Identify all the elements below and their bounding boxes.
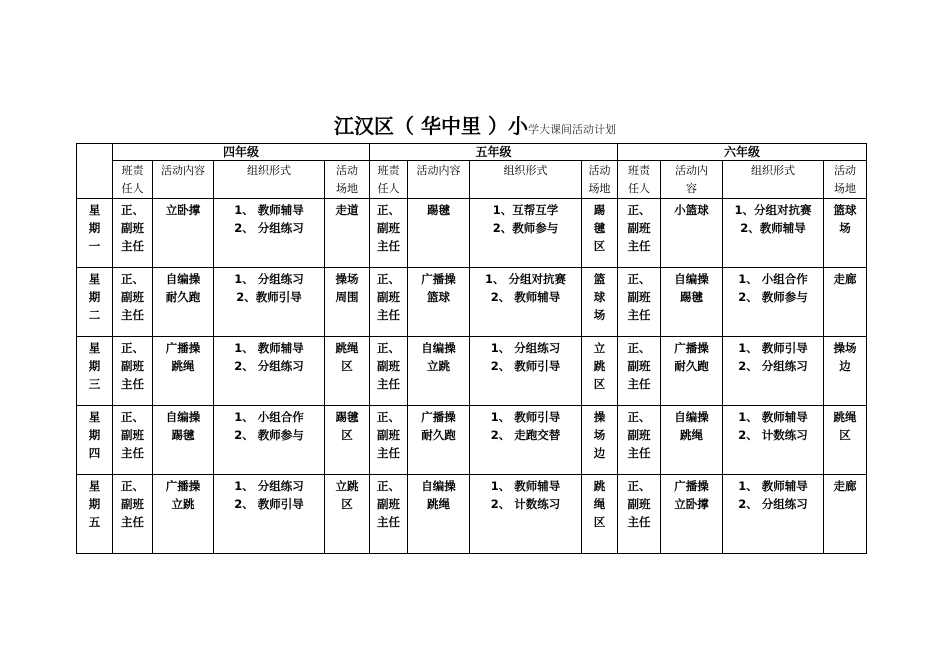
header-teacher: 班责 任人 [618,161,661,199]
cell-g4-venue: 跳绳 区 [325,337,370,406]
activity-plan-table [76,143,867,554]
day-row [77,268,867,337]
cell-g6-form: 1、 教师引导 2、 分组练习 [723,337,824,406]
cell-g6-venue: 操场 边 [824,337,867,406]
cell-g5-form: 1、 分组练习 2、 教师引导 [470,337,582,406]
cell-g5-teacher: 正、 副班 主任 [370,406,408,475]
header-teacher: 班责 任人 [370,161,408,199]
header-form: 组织形式 [723,161,824,199]
cell-g6-content: 自编操 踢毽 [661,268,723,337]
cell-g4-content: 自编操 踢毽 [153,406,214,475]
cell-g4-content: 自编操 耐久跑 [153,268,214,337]
cell-g6-content: 广播操 立卧撑 [661,475,723,554]
header-form: 组织形式 [214,161,325,199]
cell-g5-teacher: 正、 副班 主任 [370,337,408,406]
header-venue: 活动 场地 [325,161,370,199]
cell-g6-content: 自编操 跳绳 [661,406,723,475]
title-sub: 学大课间活动计划 [527,123,616,136]
cell-g4-form: 1、 分组练习 2、 教师引导 [214,475,325,554]
cell-g6-form: 1、分组对抗赛 2、教师辅导 [723,199,824,268]
cell-g5-teacher: 正、 副班 主任 [370,268,408,337]
cell-g4-form: 1、 教师辅导 2、 分组练习 [214,337,325,406]
cell-g5-form: 1、 教师辅导 2、 计数练习 [470,475,582,554]
day-label: 星 期 三 [77,337,113,406]
cell-g5-content: 踢毽 [408,199,470,268]
header-content: 活动内 容 [661,161,723,199]
title-main: 江汉区（ 华中里 ）小 [334,114,528,138]
cell-g4-teacher: 正、 副班 主任 [113,268,153,337]
header-venue: 活动 场地 [824,161,867,199]
cell-g5-venue: 篮 球 场 [582,268,618,337]
cell-g6-content: 广播操 耐久跑 [661,337,723,406]
day-label: 星 期 五 [77,475,113,554]
cell-g5-form: 1、 教师引导 2、 走跑交替 [470,406,582,475]
header-venue: 活动 场地 [582,161,618,199]
cell-g6-teacher: 正、 副班 主任 [618,337,661,406]
cell-g5-venue: 跳 绳 区 [582,475,618,554]
cell-g5-venue: 踢 毽 区 [582,199,618,268]
day-row [77,199,867,268]
day-rows [77,199,867,554]
cell-g4-content: 立卧撑 [153,199,214,268]
cell-g6-content: 小篮球 [661,199,723,268]
corner-cell [77,144,113,199]
header-form: 组织形式 [470,161,582,199]
day-row [77,406,867,475]
cell-g6-venue: 走廊 [824,268,867,337]
cell-g6-teacher: 正、 副班 主任 [618,406,661,475]
header-content: 活动内容 [153,161,214,199]
cell-g5-teacher: 正、 副班 主任 [370,199,408,268]
cell-g4-content: 广播操 立跳 [153,475,214,554]
day-label: 星 期 二 [77,268,113,337]
cell-g5-content: 自编操 跳绳 [408,475,470,554]
cell-g6-teacher: 正、 副班 主任 [618,268,661,337]
grade-6-header: 六年级 [618,144,867,161]
cell-g4-teacher: 正、 副班 主任 [113,406,153,475]
cell-g6-form: 1、 教师辅导 2、 分组练习 [723,475,824,554]
cell-g6-venue: 走廊 [824,475,867,554]
cell-g5-venue: 立 跳 区 [582,337,618,406]
cell-g5-content: 广播操 耐久跑 [408,406,470,475]
cell-g4-form: 1、 教师辅导 2、 分组练习 [214,199,325,268]
cell-g4-form: 1、 小组合作 2、 教师参与 [214,406,325,475]
grade-header-row [77,144,867,161]
day-label: 星 期 一 [77,199,113,268]
cell-g6-form: 1、 小组合作 2、 教师参与 [723,268,824,337]
cell-g5-teacher: 正、 副班 主任 [370,475,408,554]
day-label: 星 期 四 [77,406,113,475]
cell-g4-venue: 操场 周围 [325,268,370,337]
cell-g4-form: 1、 分组练习 2、教师引导 [214,268,325,337]
header-content: 活动内容 [408,161,470,199]
cell-g5-content: 自编操 立跳 [408,337,470,406]
grade-4-header: 四年级 [113,144,370,161]
day-row [77,475,867,554]
grade-5-header: 五年级 [370,144,618,161]
document-title [0,113,950,143]
cell-g4-teacher: 正、 副班 主任 [113,199,153,268]
cell-g6-teacher: 正、 副班 主任 [618,475,661,554]
cell-g5-form: 1、互帮互学 2、教师参与 [470,199,582,268]
header-teacher: 班责 任人 [113,161,153,199]
cell-g4-venue: 走道 [325,199,370,268]
cell-g4-teacher: 正、 副班 主任 [113,337,153,406]
cell-g4-teacher: 正、 副班 主任 [113,475,153,554]
cell-g6-form: 1、 教师辅导 2、 计数练习 [723,406,824,475]
cell-g6-venue: 跳绳 区 [824,406,867,475]
cell-g4-content: 广播操 跳绳 [153,337,214,406]
cell-g5-content: 广播操 篮球 [408,268,470,337]
cell-g4-venue: 立跳 区 [325,475,370,554]
cell-g6-venue: 篮球 场 [824,199,867,268]
cell-g4-venue: 踢毽 区 [325,406,370,475]
cell-g5-venue: 操 场 边 [582,406,618,475]
day-row [77,337,867,406]
cell-g6-teacher: 正、 副班 主任 [618,199,661,268]
cell-g5-form: 1、 分组对抗赛 2、 教师辅导 [470,268,582,337]
column-header-row [77,161,867,199]
